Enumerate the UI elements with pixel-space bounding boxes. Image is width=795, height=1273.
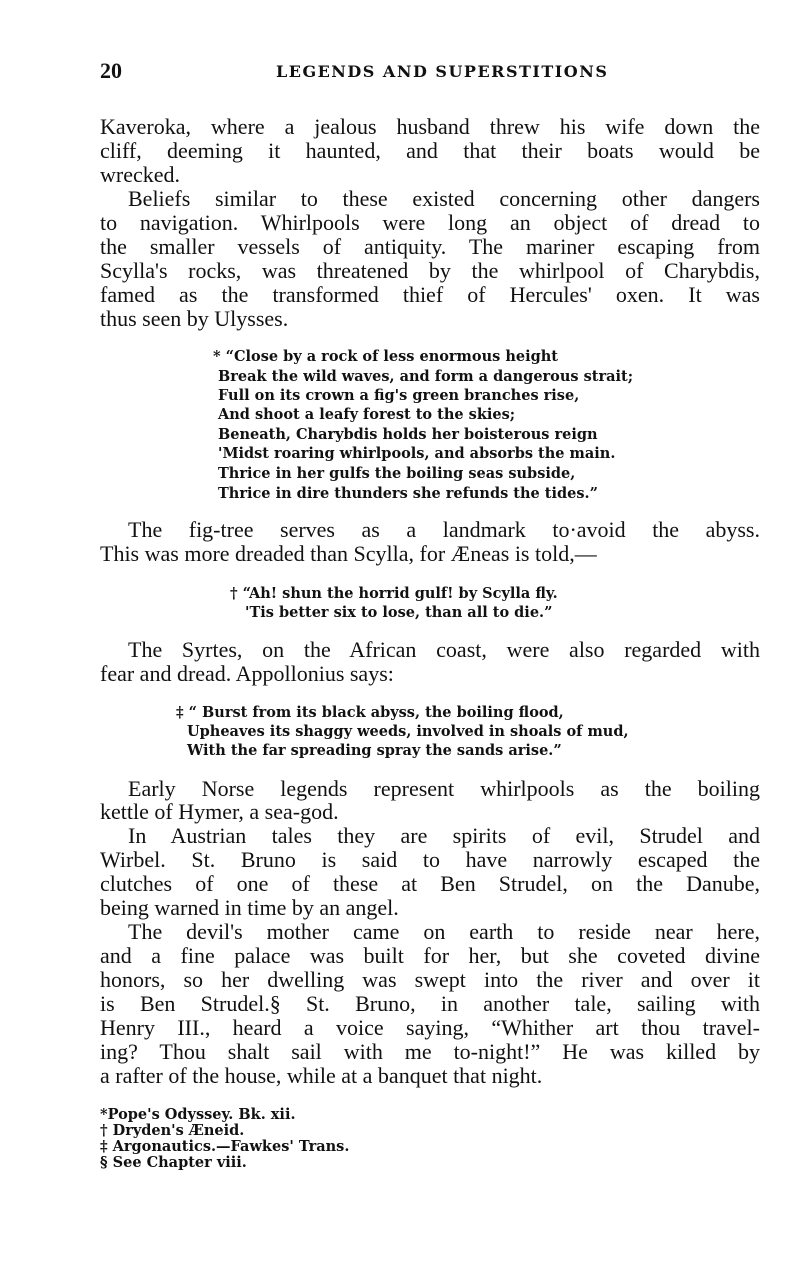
verse-line: Full on its crown a fig's green branches rise,: [218, 387, 580, 404]
paragraph-line: a rafter of the house, while at a banquet that night.: [100, 1063, 543, 1088]
paragraph-line: The Syrtes, on the African coast, were also regarded with: [128, 637, 760, 662]
verse-line: Thrice in dire thunders she refunds the tides.”: [218, 485, 598, 502]
paragraph-line: Henry III., heard a voice saying, “Whither art thou travel-: [100, 1015, 760, 1040]
verse-line: 'Tis better six to lose, than all to die.”: [245, 604, 553, 621]
paragraph-line: fear and dread. Appollonius says:: [100, 661, 394, 686]
paragraph-line: Wirbel. St. Bruno is said to have narrowly escaped the: [100, 847, 760, 872]
verse-line: With the far spreading spray the sands arise.”: [187, 742, 562, 759]
paragraph-line: In Austrian tales they are spirits of evil, Strudel and: [128, 823, 760, 848]
paragraph-line: The fig-tree serves as a landmark to·avoid the abyss.: [128, 517, 760, 542]
paragraph-line: Kaveroka, where a jealous husband threw his wife down the: [100, 114, 760, 139]
paragraph-line: and a fine palace was built for her, but she coveted divine: [100, 943, 760, 968]
paragraph-line: thus seen by Ulysses.: [100, 306, 289, 331]
paragraph-line: ing? Thou shalt sail with me to-night!” He was killed by: [100, 1039, 760, 1064]
verse-line: 'Midst roaring whirlpools, and absorbs the main.: [218, 445, 616, 462]
paragraph-line: famed as the transformed thief of Hercules' oxen. It was: [100, 282, 760, 307]
footnote: † Dryden's Æneid.: [100, 1122, 245, 1139]
verse-line: ‡ “ Burst from its black abyss, the boiling flood,: [176, 704, 564, 721]
page-number: 20: [100, 58, 122, 83]
paragraph-line: honors, so her dwelling was swept into the river and over it: [100, 967, 760, 992]
running-title: LEGENDS AND SUPERSTITIONS: [276, 62, 609, 81]
footnote: *Pope's Odyssey. Bk. xii.: [100, 1106, 296, 1123]
paragraph-line: cliff, deeming it haunted, and that their boats would be: [100, 138, 760, 163]
verse-line: And shoot a leafy forest to the skies;: [218, 406, 516, 423]
paragraph-line: The devil's mother came on earth to reside near here,: [128, 919, 760, 944]
verse-line: † “Ah! shun the horrid gulf! by Scylla fly.: [230, 585, 558, 602]
paragraph-line: the smaller vessels of antiquity. The mariner escaping from: [100, 234, 760, 259]
footnote: § See Chapter viii.: [100, 1154, 247, 1171]
paragraph-line: This was more dreaded than Scylla, for Æneas is told,—: [100, 541, 597, 566]
verse-line: Break the wild waves, and form a dangerous strait;: [218, 368, 634, 385]
paragraph-line: Beliefs similar to these existed concerning other dangers: [128, 186, 760, 211]
verse-line: Thrice in her gulfs the boiling seas subside,: [218, 465, 576, 482]
paragraph-line: is Ben Strudel.§ St. Bruno, in another tale, sailing with: [100, 991, 760, 1016]
paragraph-line: wrecked.: [100, 162, 181, 187]
verse-line: Beneath, Charybdis holds her boisterous reign: [218, 426, 598, 443]
footnote: ‡ Argonautics.—Fawkes' Trans.: [100, 1138, 350, 1155]
verse-line: * “Close by a rock of less enormous height: [213, 348, 558, 365]
paragraph-line: Scylla's rocks, was threatened by the whirlpool of Charybdis,: [100, 258, 760, 283]
paragraph-line: clutches of one of these at Ben Strudel, on the Danube,: [100, 871, 760, 896]
paragraph-line: to navigation. Whirlpools were long an object of dread to: [100, 210, 760, 235]
paragraph-line: kettle of Hymer, a sea-god.: [100, 799, 339, 824]
paragraph-line: Early Norse legends represent whirlpools as the boiling: [128, 776, 760, 801]
paragraph-line: being warned in time by an angel.: [100, 895, 399, 920]
verse-line: Upheaves its shaggy weeds, involved in shoals of mud,: [187, 723, 629, 740]
